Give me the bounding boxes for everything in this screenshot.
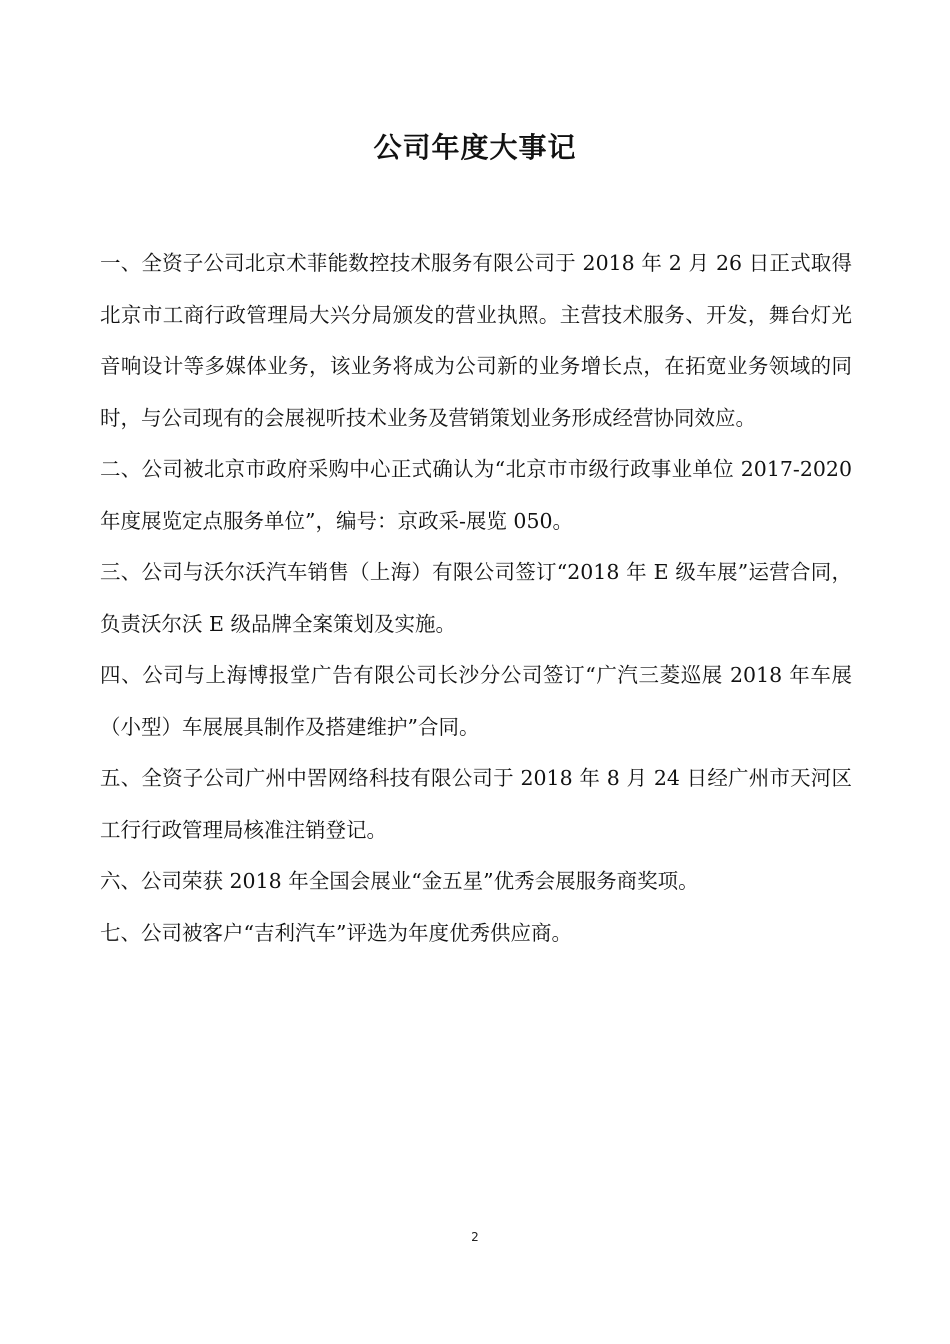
paragraph-4: 四、公司与上海博报堂广告有限公司长沙分公司签订“广汽三菱巡展 2018 年车展（小型）车展展具制作及搭建维护”合同。 (100, 663, 852, 739)
document-title: 公司年度大事记 (373, 131, 577, 164)
paragraph-6: 六、公司荣获 2018 年全国会展业“金五星”优秀会展服务商奖项。 (100, 869, 699, 893)
paragraph-3: 三、公司与沃尔沃汽车销售（上海）有限公司签订“2018 年 E 级车展”运营合同，负责沃尔沃 E 级品牌全案策划及实施。 (100, 560, 852, 636)
paragraph-7: 七、公司被客户“吉利汽车”评选为年度优秀供应商。 (100, 920, 572, 945)
document-body (100, 238, 852, 959)
paragraph-1: 一、全资子公司北京术菲能数控技术服务有限公司于 2018 年 2 月 26 日正式取得北京市工商行政管理局大兴分局颁发的营业执照。主营技术服务、开发，舞台灯光音响设计等多媒体业务，该业务将成为公司新的业务增长点，在拓宽业务领域的同时，与公司现有的会展视听技术业务及营销策划业务形成经营协同效应。 (100, 251, 852, 430)
paragraph-2: 二、公司被北京市政府采购中心正式确认为“北京市市级行政事业单位 2017-2020 年度展览定点服务单位”，编号：京政采-展览 050。 (100, 457, 852, 533)
page-number: 2 (471, 1230, 479, 1244)
paragraph-5: 五、全资子公司广州中罟网络科技有限公司于 2018 年 8 月 24 日经广州市天河区工行行政管理局核准注销登记。 (100, 766, 852, 842)
